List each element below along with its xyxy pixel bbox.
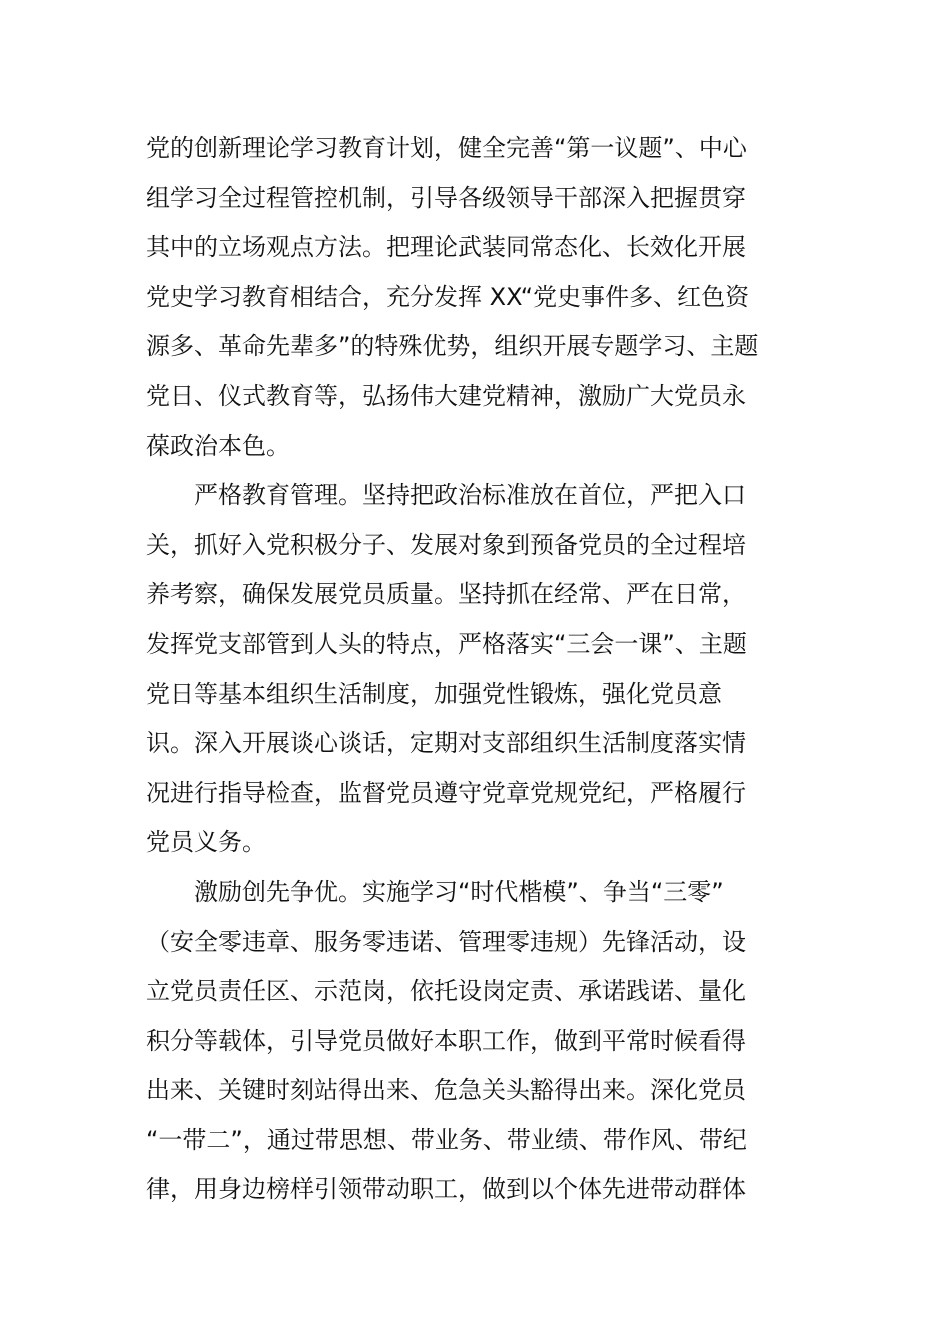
text-line: 出来、关键时刻站得出来、危急关头豁得出来。深化党员 — [146, 1076, 746, 1105]
paragraph-first-line: 严格教育管理。坚持把政治标准放在首位，严把入口 — [194, 481, 746, 510]
text-line: 组学习全过程管控机制，引导各级领导干部深入把握贯穿 — [146, 183, 746, 212]
text-line: 发挥党支部管到人头的特点，严格落实“三会一课”、主题 — [146, 629, 747, 658]
text-line: “一带二”，通过带思想、带业务、带业绩、带作风、带纪 — [146, 1125, 747, 1154]
text-line: 养考察，确保发展党员质量。坚持抓在经常、严在日常， — [146, 580, 746, 609]
text-line: 况进行指导检查，监督党员遵守党章党规党纪，严格履行 — [146, 778, 746, 807]
text-line: 党史学习教育相结合，充分发挥 XX“党史事件多、红色资 — [146, 282, 750, 311]
text-line: 积分等载体，引导党员做好本职工作，做到平常时候看得 — [146, 1026, 746, 1055]
text-line: 识。深入开展谈心谈话，定期对支部组织生活制度落实情 — [146, 729, 746, 758]
text-line: 党日、仪式教育等，弘扬伟大建党精神，激励广大党员永 — [146, 381, 746, 410]
text-line: 葆政治本色。 — [146, 431, 290, 460]
text-line: 律，用身边榜样引领带动职工，做到以个体先进带动群体 — [146, 1175, 746, 1204]
text-line: 立党员责任区、示范岗，依托设岗定责、承诺践诺、量化 — [146, 977, 746, 1006]
text-line: 关，抓好入党积极分子、发展对象到预备党员的全过程培 — [146, 530, 746, 559]
text-line: 党日等基本组织生活制度，加强党性锻炼，强化党员意 — [146, 679, 722, 708]
document-body — [146, 124, 810, 1215]
text-line: 其中的立场观点方法。把理论武装同常态化、长效化开展 — [146, 233, 746, 262]
paragraph-first-line: 激励创先争优。实施学习“时代楷模”、争当“三零” — [194, 877, 724, 906]
text-line: 党的创新理论学习教育计划，健全完善“第一议题”、中心 — [146, 134, 747, 162]
text-line: 源多、革命先辈多”的特殊优势，组织开展专题学习、主题 — [146, 332, 759, 361]
text-line: （安全零违章、服务零违诺、管理零违规）先锋活动，设 — [146, 927, 746, 956]
text-line: 党员义务。 — [146, 828, 266, 857]
